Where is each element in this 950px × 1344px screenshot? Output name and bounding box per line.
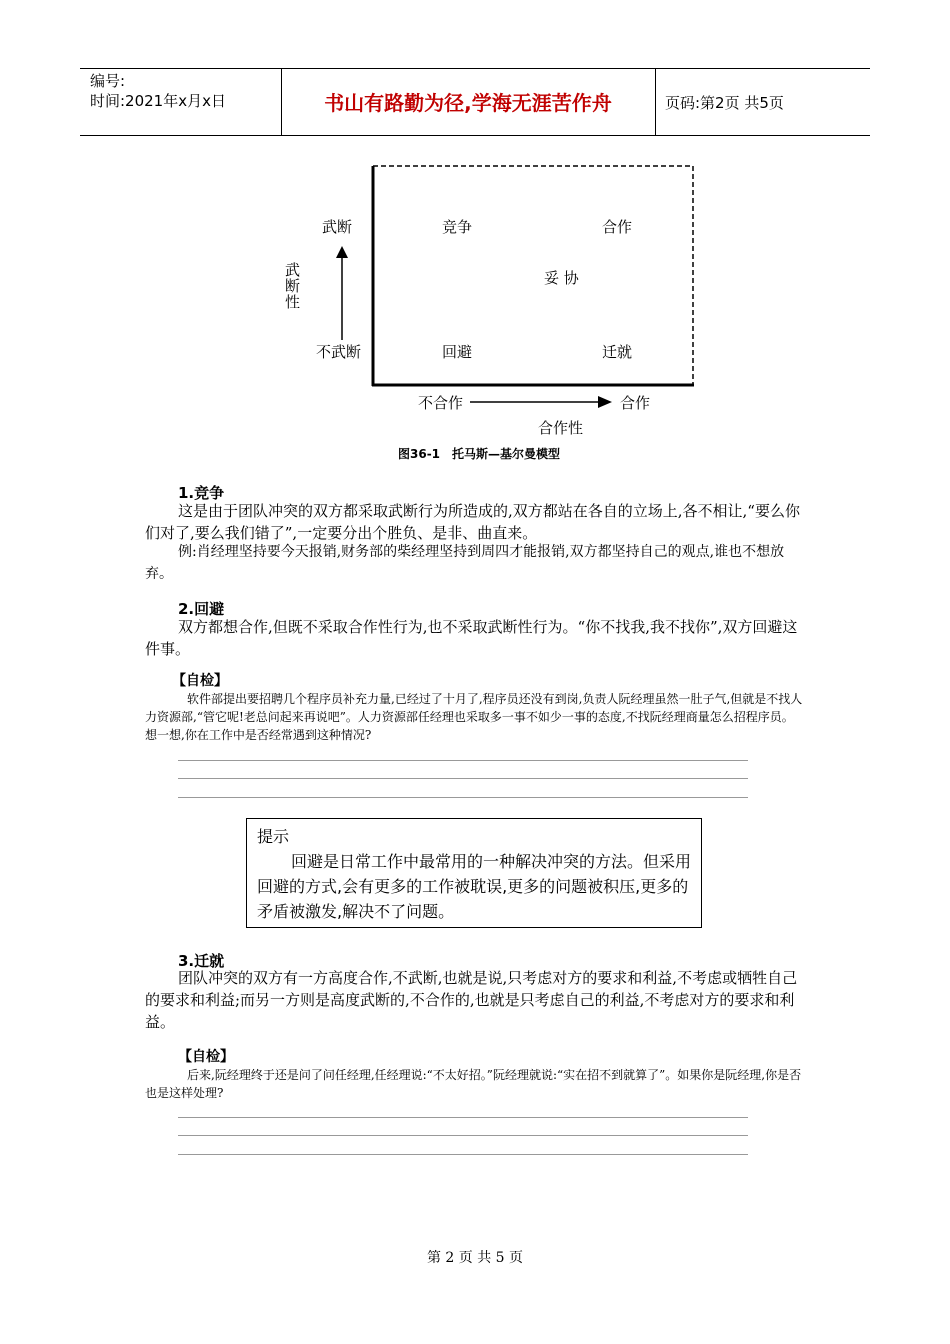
x-axis-high-label: 合作 <box>620 394 651 412</box>
answer-line[interactable] <box>178 760 748 761</box>
answer-line[interactable] <box>178 1154 748 1155</box>
answer-line[interactable] <box>178 778 748 779</box>
quadrant-compromise: 妥 协 <box>544 269 579 287</box>
answer-line[interactable] <box>178 1117 748 1118</box>
header-page-label: 页码:第2页 共5页 <box>665 94 784 112</box>
tip-text: 回避是日常工作中最常用的一种解决冲突的方法。但采用回避的方式,会有更多的工作被耽误,更多的问题被积压,更多的矛盾被激发,解决不了问题。 <box>257 852 692 921</box>
quadrant-compete: 竞争 <box>442 218 473 236</box>
header-motto: 书山有路勤为径,学海无涯苦作舟 <box>324 91 612 115</box>
self-check-text-2: 后来,阮经理终于还是问了问任经理,任经理说:“不太好招。”阮经理就说:“实在招不到就算了”。如果你是阮经理,你是否也是这样处理? <box>145 1068 802 1100</box>
x-axis-low-label: 不合作 <box>418 394 464 412</box>
answer-line[interactable] <box>178 797 748 798</box>
section-heading-compete: 1.竞争 <box>178 484 225 502</box>
x-axis-title: 合作性 <box>538 419 584 437</box>
section-example-compete: 例:肖经理坚持要今天报销,财务部的柴经理坚持到周四才能报销,双方都坚持自己的观点,谁也不想放弃。 <box>145 544 785 582</box>
self-check-label-2: 【自检】 <box>178 1049 234 1065</box>
section-paragraph-accommodate: 团队冲突的双方有一方高度合作,不武断,也就是说,只考虑对方的要求和利益,不考虑或牺牲自己的要求和利益;而另一方则是高度武断的,不合作的,也就是只考虑自己的利益,不考虑对方的要求和利益。 <box>145 969 798 1031</box>
page-footer-number: 第 2 页 共 5 页 <box>426 1250 524 1266</box>
section-heading-avoid: 2.回避 <box>178 600 225 618</box>
header-code-label: 编号: <box>90 72 126 90</box>
figure-caption: 图36-1 托马斯—基尔曼模型 <box>398 447 561 461</box>
y-axis-title: 武断性 <box>285 261 301 311</box>
quadrant-avoid: 回避 <box>442 343 473 361</box>
y-axis-high-label: 武断 <box>322 218 353 236</box>
self-check-text-1: 软件部提出要招聘几个程序员补充力量,已经过了十月了,程序员还没有到岗,负责人阮经理虽然一肚子气,但就是不找人力资源部,“管它呢!老总问起来再说吧”。人力资源部任经理也采取多一事不如少一事的态度,不找阮经理商量怎么招程序员。想一想,你在工作中是否经常遇到这种情况? <box>145 692 803 742</box>
header-date-label: 时间:2021年x月x日 <box>90 92 226 110</box>
quadrant-collaborate: 合作 <box>602 218 633 236</box>
quadrant-accommodate: 迁就 <box>602 343 633 361</box>
section-heading-accommodate: 3.迁就 <box>178 952 225 970</box>
section-paragraph-avoid: 双方都想合作,但既不采取合作性行为,也不采取武断性行为。“你不找我,我不找你”,双方回避这件事。 <box>145 618 798 658</box>
y-axis-low-label: 不武断 <box>316 343 362 361</box>
figure-frame <box>270 150 720 430</box>
section-paragraph-compete: 这是由于团队冲突的双方都采取武断行为所造成的,双方都站在各自的立场上,各不相让,“要么你们对了,要么我们错了”,一定要分出个胜负、是非、曲直来。 <box>145 502 800 542</box>
answer-line[interactable] <box>178 1135 748 1136</box>
tip-box <box>246 818 702 928</box>
tip-title: 提示 <box>257 827 290 846</box>
self-check-label-1: 【自检】 <box>172 673 228 689</box>
